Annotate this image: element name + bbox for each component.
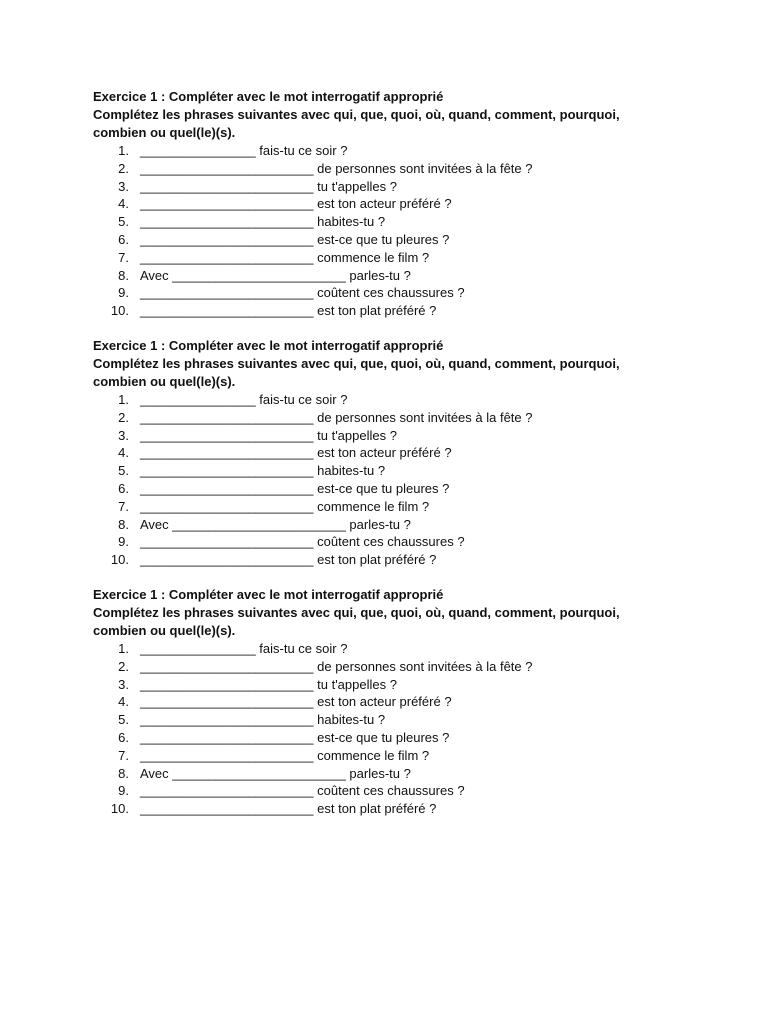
question-list bbox=[93, 391, 653, 569]
question-text: ________________________ commence le film ? bbox=[140, 498, 430, 514]
question-number: 2. bbox=[118, 160, 129, 176]
question-item bbox=[93, 249, 653, 267]
question-number: 9. bbox=[118, 285, 129, 301]
question-item bbox=[93, 231, 653, 249]
question-item bbox=[93, 640, 653, 658]
question-text: ________________________ commence le film ? bbox=[140, 747, 430, 763]
question-item bbox=[93, 498, 653, 516]
question-number: 6. bbox=[118, 729, 129, 745]
question-number: 5. bbox=[118, 463, 129, 479]
exercise-title: Exercice 1 : Compléter avec le mot interrogatif approprié bbox=[93, 587, 444, 602]
question-text: Avec ________________________ parles-tu ? bbox=[140, 267, 411, 283]
question-number: 1. bbox=[118, 143, 129, 158]
question-text: ________________________ coûtent ces chaussures ? bbox=[140, 285, 465, 301]
question-number: 9. bbox=[118, 783, 129, 799]
question-text: ________________________ est ton plat préféré ? bbox=[140, 303, 437, 319]
exercise-instruction-line-2: combien ou quel(le)(s). bbox=[93, 125, 236, 140]
question-number: 3. bbox=[118, 676, 129, 692]
question-item bbox=[93, 302, 653, 320]
question-text: ________________ fais-tu ce soir ? bbox=[140, 392, 348, 407]
question-text: ________________________ est ton acteur préféré ? bbox=[140, 694, 452, 710]
question-number: 8. bbox=[118, 765, 129, 781]
question-item bbox=[93, 800, 653, 818]
question-list bbox=[93, 640, 653, 818]
question-text: ________________________ commence le film ? bbox=[140, 249, 430, 265]
exercise-block-3 bbox=[93, 586, 653, 818]
question-text: Avec ________________________ parles-tu ? bbox=[140, 516, 411, 532]
question-item bbox=[93, 747, 653, 765]
question-number: 4. bbox=[118, 694, 129, 710]
question-text: ________________________ tu t'appelles ? bbox=[140, 676, 397, 692]
question-text: ________________________ habites-tu ? bbox=[140, 712, 386, 728]
question-item bbox=[93, 160, 653, 178]
question-item bbox=[93, 427, 653, 445]
question-item bbox=[93, 267, 653, 285]
question-item bbox=[93, 676, 653, 694]
question-item bbox=[93, 693, 653, 711]
question-item bbox=[93, 516, 653, 534]
exercise-title: Exercice 1 : Compléter avec le mot interrogatif approprié bbox=[93, 89, 444, 104]
question-item bbox=[93, 409, 653, 427]
question-number: 2. bbox=[118, 658, 129, 674]
question-text: ________________________ coûtent ces chaussures ? bbox=[140, 783, 465, 799]
question-text: Avec ________________________ parles-tu ? bbox=[140, 765, 411, 781]
question-item bbox=[93, 658, 653, 676]
exercise-instruction-line-1: Complétez les phrases suivantes avec qui, que, quoi, où, quand, comment, pourquoi, bbox=[93, 356, 620, 371]
question-number: 3. bbox=[118, 178, 129, 194]
question-number: 10. bbox=[110, 552, 129, 568]
question-number: 8. bbox=[118, 267, 129, 283]
question-item bbox=[93, 195, 653, 213]
question-item bbox=[93, 551, 653, 569]
question-number: 6. bbox=[118, 480, 129, 496]
question-item bbox=[93, 533, 653, 551]
question-number: 6. bbox=[118, 231, 129, 247]
question-item bbox=[93, 729, 653, 747]
question-item bbox=[93, 284, 653, 302]
question-number: 3. bbox=[118, 427, 129, 443]
question-text: ________________________ habites-tu ? bbox=[140, 463, 386, 479]
question-text: ________________________ est-ce que tu pleures ? bbox=[140, 231, 450, 247]
question-text: ________________________ de personnes sont invitées à la fête ? bbox=[140, 409, 533, 425]
question-number: 9. bbox=[118, 534, 129, 550]
question-number: 4. bbox=[118, 196, 129, 212]
question-text: ________________________ est-ce que tu pleures ? bbox=[140, 729, 450, 745]
question-text: ________________________ est ton plat préféré ? bbox=[140, 801, 437, 817]
question-list bbox=[93, 142, 653, 320]
question-number: 7. bbox=[118, 249, 129, 265]
exercise-instruction-line-2: combien ou quel(le)(s). bbox=[93, 623, 236, 638]
question-number: 1. bbox=[118, 392, 129, 407]
exercise-block-2 bbox=[93, 337, 653, 569]
question-item bbox=[93, 178, 653, 196]
question-text: ________________________ coûtent ces chaussures ? bbox=[140, 534, 465, 550]
question-number: 10. bbox=[110, 303, 129, 319]
question-item bbox=[93, 480, 653, 498]
question-number: 2. bbox=[118, 409, 129, 425]
question-text: ________________________ de personnes sont invitées à la fête ? bbox=[140, 160, 533, 176]
question-text: ________________________ est ton plat préféré ? bbox=[140, 552, 437, 568]
question-number: 5. bbox=[118, 712, 129, 728]
question-item bbox=[93, 765, 653, 783]
exercise-instruction-line-1: Complétez les phrases suivantes avec qui, que, quoi, où, quand, comment, pourquoi, bbox=[93, 605, 620, 620]
question-number: 7. bbox=[118, 498, 129, 514]
question-number: 7. bbox=[118, 747, 129, 763]
question-number: 4. bbox=[118, 445, 129, 461]
question-number: 1. bbox=[118, 641, 129, 656]
question-text: ________________________ tu t'appelles ? bbox=[140, 178, 397, 194]
exercise-block-1 bbox=[93, 88, 653, 320]
question-item bbox=[93, 711, 653, 729]
question-number: 8. bbox=[118, 516, 129, 532]
question-text: ________________________ de personnes sont invitées à la fête ? bbox=[140, 658, 533, 674]
exercise-instruction-line-1: Complétez les phrases suivantes avec qui, que, quoi, où, quand, comment, pourquoi, bbox=[93, 107, 620, 122]
question-number: 10. bbox=[110, 801, 129, 817]
question-item bbox=[93, 213, 653, 231]
question-text: ________________ fais-tu ce soir ? bbox=[140, 143, 348, 158]
question-item bbox=[93, 142, 653, 160]
question-text: ________________________ tu t'appelles ? bbox=[140, 427, 397, 443]
question-text: ________________________ est-ce que tu pleures ? bbox=[140, 480, 450, 496]
question-item bbox=[93, 782, 653, 800]
question-item bbox=[93, 444, 653, 462]
question-text: ________________ fais-tu ce soir ? bbox=[140, 641, 348, 656]
exercise-instruction-line-2: combien ou quel(le)(s). bbox=[93, 374, 236, 389]
question-item bbox=[93, 462, 653, 480]
exercise-title: Exercice 1 : Compléter avec le mot interrogatif approprié bbox=[93, 338, 444, 353]
question-number: 5. bbox=[118, 214, 129, 230]
question-text: ________________________ est ton acteur préféré ? bbox=[140, 445, 452, 461]
question-text: ________________________ est ton acteur préféré ? bbox=[140, 196, 452, 212]
question-text: ________________________ habites-tu ? bbox=[140, 214, 386, 230]
question-item bbox=[93, 391, 653, 409]
